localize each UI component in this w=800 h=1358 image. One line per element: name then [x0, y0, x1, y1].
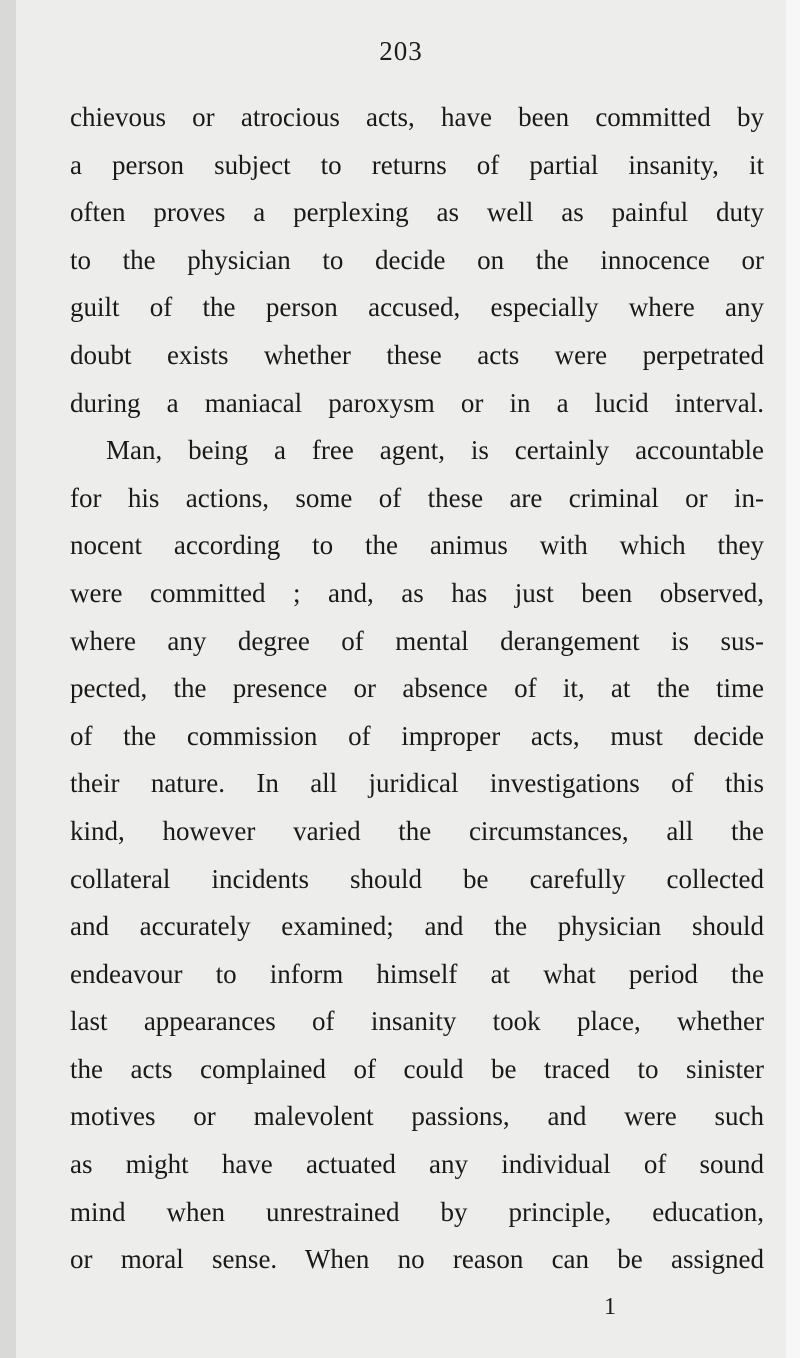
text-line: pected, the presence or absence of it, at the time: [70, 673, 764, 704]
text-line: often proves a perplexing as well as painful duty: [70, 197, 764, 228]
text-line: to the physician to decide on the innocence or: [70, 244, 764, 275]
page-number: 203: [379, 36, 423, 66]
text-line: a person subject to returns of partial insanity, it: [70, 149, 764, 180]
text-line: for his actions, some of these are criminal or in-: [70, 482, 764, 513]
text-line: motives or malevolent passions, and were such: [70, 1101, 764, 1132]
text-line: during a maniacal paroxysm or in a lucid interval.: [70, 387, 764, 418]
text-line: their nature. In all juridical investigations of this: [70, 768, 764, 799]
text-line: kind, however varied the circumstances, all the: [70, 815, 764, 846]
text-line: endeavour to inform himself at what period the: [70, 958, 764, 989]
body-text: [70, 94, 764, 1284]
text-line: collateral incidents should be carefully collected: [70, 863, 764, 894]
text-line: doubt exists whether these acts were perpetrated: [70, 339, 764, 370]
text-line: or moral sense. When no reason can be assigned: [70, 1244, 764, 1275]
text-line: as might have actuated any individual of sound: [70, 1149, 764, 1180]
text-line: the acts complained of could be traced to sinister: [70, 1053, 764, 1084]
text-line: last appearances of insanity took place, whether: [70, 1006, 764, 1037]
text-line: nocent according to the animus with which they: [70, 530, 764, 561]
text-line: and accurately examined; and the physician should: [70, 911, 764, 942]
page-edge: [786, 0, 800, 1358]
text-line: where any degree of mental derangement is sus-: [70, 625, 764, 656]
text-line: mind when unrestrained by principle, education,: [70, 1196, 764, 1227]
paragraph-first-line: Man, being a free agent, is certainly accountable: [106, 435, 764, 466]
text-line: of the commission of improper acts, must decide: [70, 720, 764, 751]
text-line: were committed ; and, as has just been observed,: [70, 577, 764, 608]
signature-mark: 1: [604, 1294, 616, 1320]
text-line: guilt of the person accused, especially where any: [70, 292, 764, 323]
text-line: chievous or atrocious acts, have been committed by: [70, 102, 764, 132]
